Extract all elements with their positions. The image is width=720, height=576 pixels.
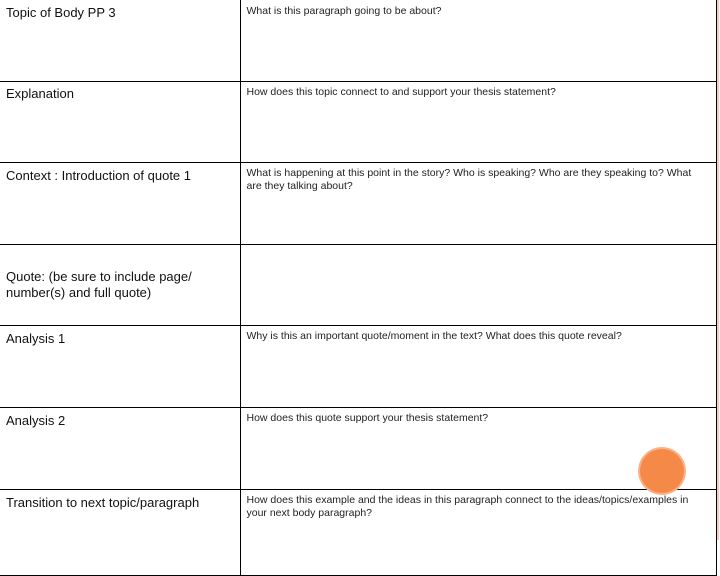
table-row [0,0,717,82]
row-label-quote: Quote: (be sure to include page/ number(s) and full quote) [0,245,240,326]
row-label-topic: Topic of Body PP 3 [0,0,240,82]
row-prompt-analysis-2[interactable]: How does this quote support your thesis statement? [240,408,717,490]
decorative-circle [640,449,684,493]
table-row [0,245,717,326]
table-row [0,490,717,576]
table-row [0,163,717,245]
row-prompt-context[interactable]: What is happening at this point in the story? Who is speaking? Who are they speaking to? What are they talking about? [240,163,717,245]
row-prompt-quote[interactable] [240,245,717,326]
table-row [0,82,717,163]
table-row [0,326,717,408]
row-prompt-transition[interactable]: How does this example and the ideas in this paragraph connect to the ideas/topics/examples in your next body paragraph? [240,490,717,576]
row-prompt-topic[interactable]: What is this paragraph going to be about? [240,0,717,82]
row-label-transition: Transition to next topic/paragraph [0,490,240,576]
row-label-explanation: Explanation [0,82,240,163]
row-label-context: Context : Introduction of quote 1 [0,163,240,245]
table-row [0,408,717,490]
row-label-analysis-2: Analysis 2 [0,408,240,490]
row-prompt-analysis-1[interactable]: Why is this an important quote/moment in the text? What does this quote reveal? [240,326,717,408]
row-label-analysis-1: Analysis 1 [0,326,240,408]
row-prompt-explanation[interactable]: How does this topic connect to and support your thesis statement? [240,82,717,163]
